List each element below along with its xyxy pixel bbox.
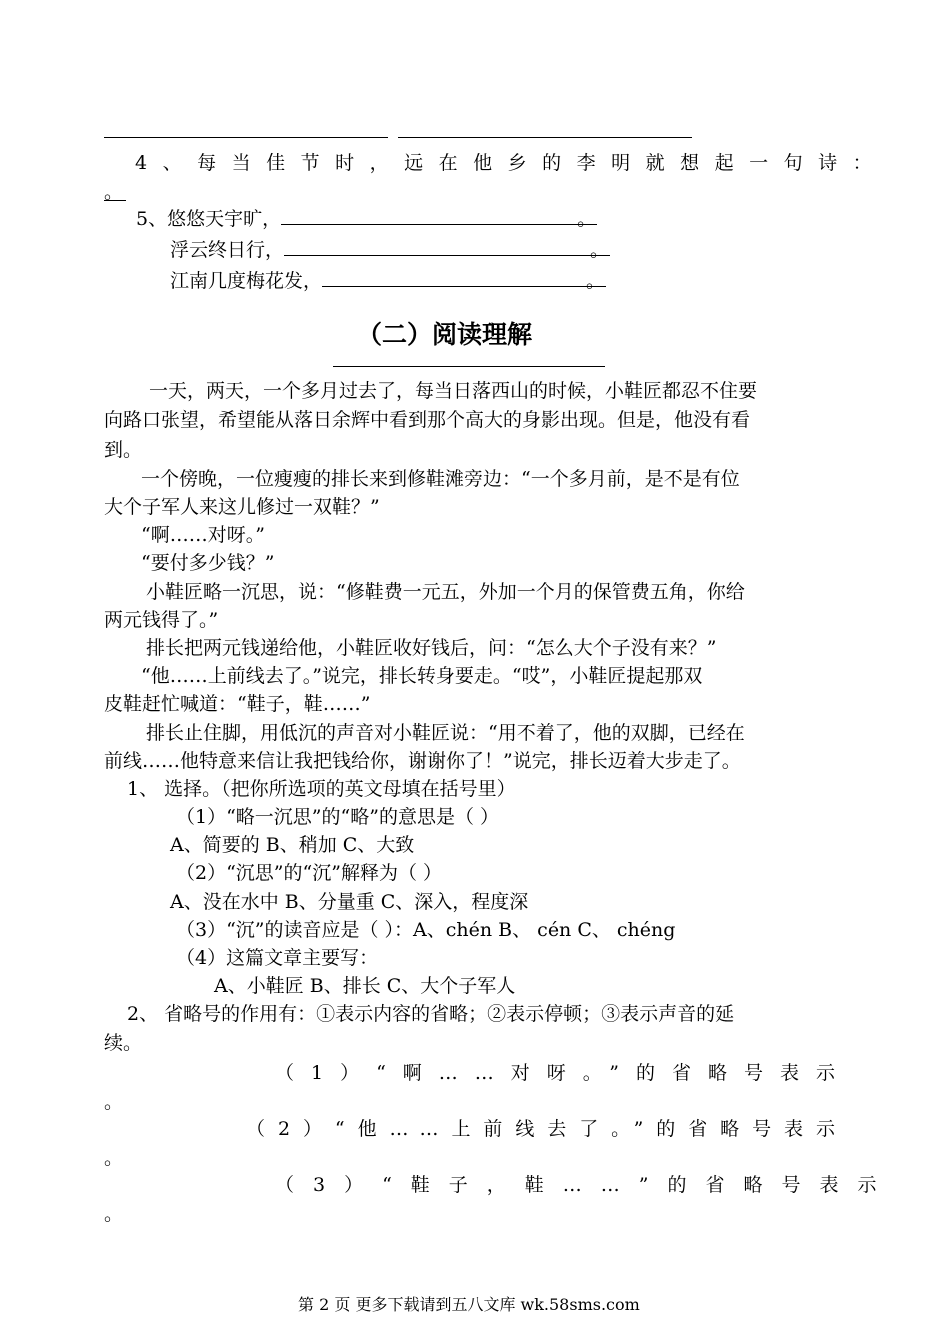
passage-line-3: 到。 — [104, 439, 143, 461]
question-5-line-1 — [136, 204, 596, 231]
answer-line-q4 — [104, 200, 126, 201]
passage-line-4: 一个傍晚，一位瘦瘦的排长来到修鞋滩旁边：“一个多月前，是不是有位 — [141, 468, 740, 490]
q2-item-2-end: 。 — [104, 1147, 124, 1169]
blank-1-period: 。 — [577, 208, 597, 230]
blank-3-period: 。 — [586, 270, 606, 292]
poem-line-2: 浮云终日行， — [170, 239, 285, 261]
title-underline — [333, 366, 605, 367]
q2-line-2: 续。 — [104, 1032, 143, 1054]
question-5-number: 5、 — [136, 208, 168, 230]
poem-line-1: 悠悠天宇旷， — [167, 208, 282, 230]
q1-line-1: （1）“略一沉思”的“略”的意思是（ ） — [176, 806, 499, 828]
passage-line-7: “要付多少钱？” — [141, 552, 275, 574]
passage-line-1: 一天，两天，一个多月过去了，每当日落西山的时候，小鞋匠都忍不住要 — [149, 380, 758, 402]
answer-line-top-2 — [398, 137, 692, 138]
q1-line-6: （4）这篇文章主要写： — [176, 947, 379, 969]
q2-item-3-text: （3）“鞋子，鞋……”的省略号表示 — [275, 1174, 896, 1196]
question-5-line-2 — [170, 235, 609, 262]
passage-line-6: “啊……对呀。” — [141, 524, 265, 546]
q2-item-1 — [275, 1058, 853, 1085]
answer-blank-2 — [284, 235, 610, 256]
poem-line-3: 江南几度梅花发， — [170, 270, 323, 292]
section-title: （二）阅读理解 — [357, 320, 533, 349]
passage-line-2: 向路口张望，希望能从落日余辉中看到那个高大的身影出现。但是，他没有看 — [104, 409, 751, 431]
passage-line-5: 大个子军人来这儿修过一双鞋？” — [104, 496, 380, 518]
passage-line-14: 前线……他特意来信让我把钱给你，谢谢你了！”说完，排长迈着大步走了。 — [104, 750, 741, 772]
question-4-end: 。 — [104, 181, 124, 203]
q2-item-2-text: （2）“他……上前线去了。”的省略号表示 — [246, 1118, 846, 1140]
answer-line-top-1 — [104, 137, 388, 138]
q1-line-7: A、小鞋匠 B、排长 C、大个子军人 — [214, 975, 516, 997]
passage-line-9: 两元钱得了。” — [104, 609, 219, 631]
passage-line-10: 排长把两元钱递给他，小鞋匠收好钱后，问：“怎么大个子没有来？” — [146, 637, 717, 659]
q2-line-1: 2、 省略号的作用有：①表示内容的省略；②表示停顿；③表示声音的延 — [127, 1003, 735, 1025]
question-5-line-3 — [170, 266, 605, 293]
q2-item-1-text: （1）“啊……对呀。”的省略号表示 — [275, 1062, 853, 1084]
passage-line-8: 小鞋匠略一沉思，说：“修鞋费一元五，外加一个月的保管费五角，你给 — [146, 581, 745, 603]
q2-item-1-end: 。 — [104, 1091, 124, 1113]
blank-2-period: 。 — [590, 239, 610, 261]
q1-line-3: （2）“沉思”的“沉”解释为（ ） — [176, 862, 442, 884]
q2-item-3-end: 。 — [104, 1203, 124, 1225]
q1-line-5: （3）“沉”的读音应是（ ）：A、chén B、 cén C、 chéng — [176, 919, 676, 941]
q1-line-4: A、没在水中 B、分量重 C、深入，程度深 — [170, 891, 529, 913]
passage-line-11: “他……上前线去了。”说完，排长转身要走。“哎”，小鞋匠提起那双 — [141, 665, 703, 687]
answer-blank-3 — [322, 266, 606, 287]
answer-blank-1 — [281, 204, 597, 225]
question-4: 4、每当佳节时，远在他乡的李明就想起一句诗： — [135, 152, 888, 174]
q2-item-3 — [275, 1170, 896, 1197]
q1-line-2: A、简要的 B、稍加 C、大致 — [170, 834, 415, 856]
page-footer: 第 2 页 更多下载请到五八文库 wk.58sms.com — [298, 1295, 640, 1314]
q2-item-2 — [246, 1114, 846, 1141]
passage-line-13: 排长止住脚，用低沉的声音对小鞋匠说：“用不着了，他的双脚，已经在 — [146, 722, 745, 744]
passage-line-12: 皮鞋赶忙喊道：“鞋子，鞋……” — [104, 693, 371, 715]
q1-heading: 1、 选择。（把你所选项的英文母填在括号里） — [127, 778, 516, 800]
